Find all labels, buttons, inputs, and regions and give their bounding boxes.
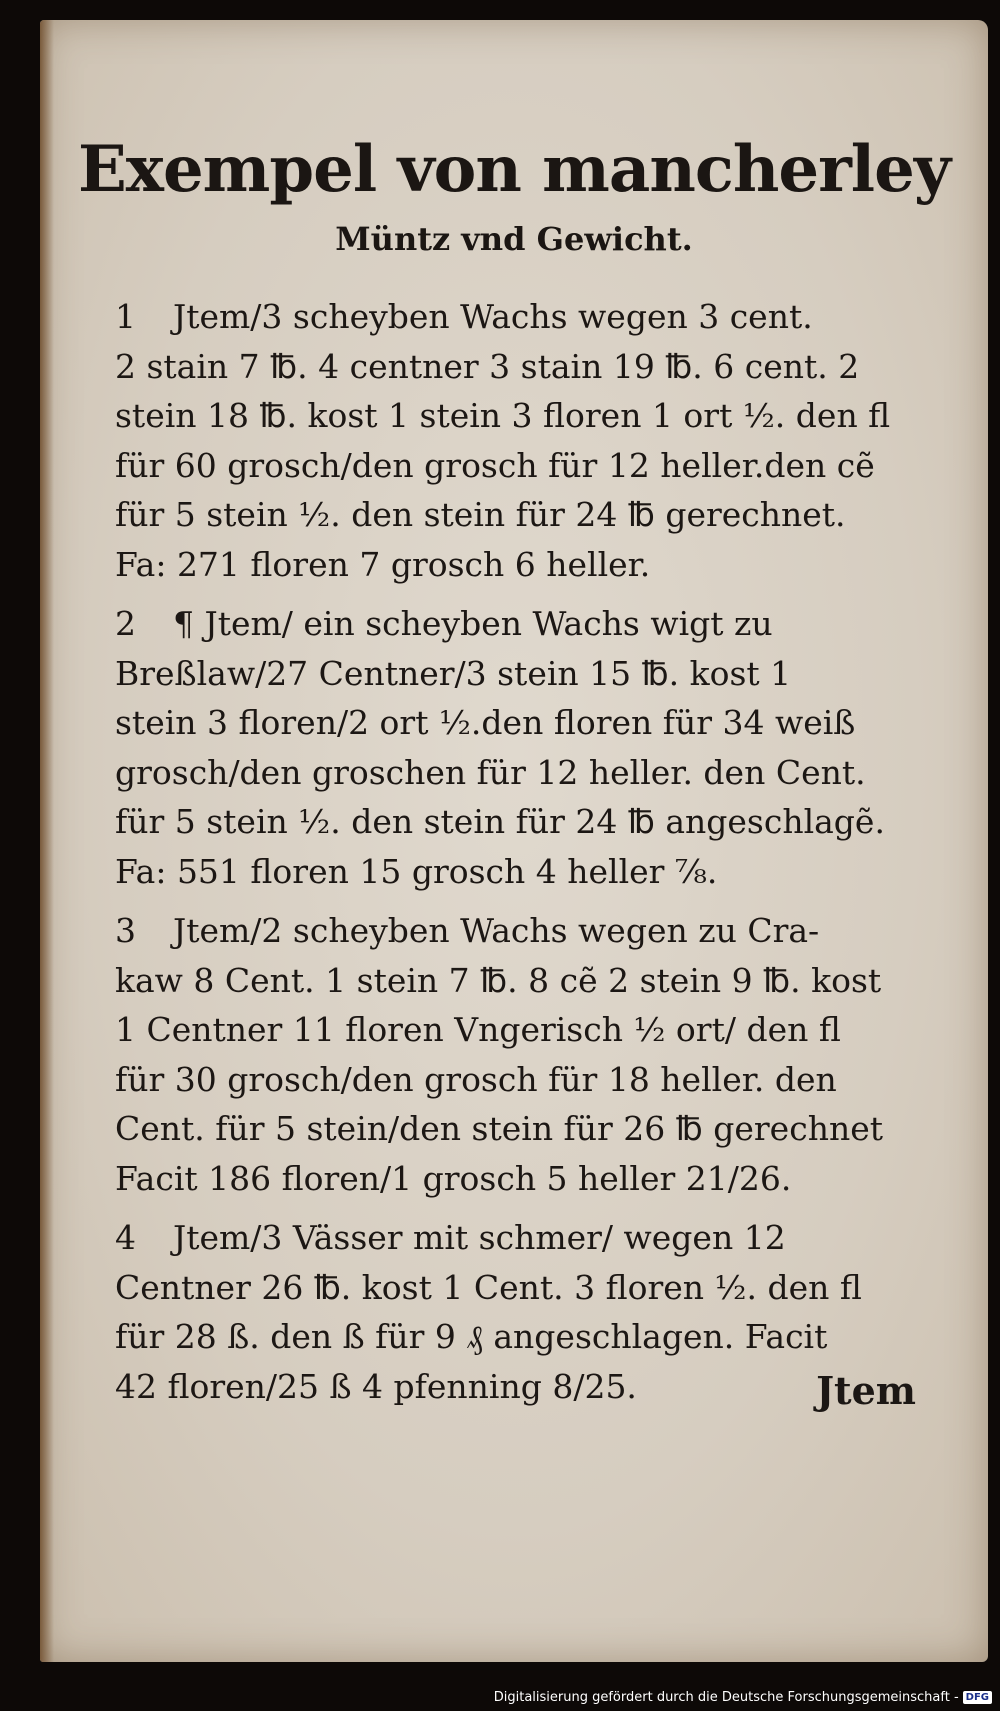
- text-line: Fa: 551 floren 15 grosch 4 heller ⅞.: [115, 851, 718, 891]
- text-line: [115, 1213, 957, 1263]
- entry-text: Jtem/3 scheyben Wachs wegen 3 cent.: [173, 297, 813, 336]
- credit-text: Digitalisierung gefördert durch die Deutsche Forschungsgemeinschaft -: [493, 1690, 959, 1705]
- text-line: für 5 stein ½. den stein für 24 ℔ angeschlagẽ.: [115, 802, 885, 841]
- entry-text: ¶ Jtem/ ein scheyben Wachs wigt zu: [173, 604, 773, 643]
- entry-text: Jtem/2 scheyben Wachs wegen zu Cra-: [173, 911, 820, 950]
- entry-3: [115, 906, 957, 1203]
- text-line: stein 18 ℔. kost 1 stein 3 floren 1 ort ½. den fl: [115, 396, 891, 435]
- entry-number: 2: [115, 604, 136, 643]
- text-line: für 60 grosch/den grosch für 12 heller.den cẽ: [115, 445, 875, 485]
- text-line: 1 Centner 11 floren Vngerisch ½ ort/ den fl: [115, 1010, 841, 1049]
- digitization-credit: [494, 1690, 992, 1705]
- text-line: stein 3 floren/2 ort ½.den floren für 34 weiß: [115, 703, 856, 742]
- text-line: [115, 599, 957, 649]
- text-line: für 30 grosch/den grosch für 18 heller. den: [115, 1059, 837, 1099]
- page-subtitle: Müntz vnd Gewicht.: [335, 220, 693, 258]
- text-line: [115, 292, 957, 342]
- text-line: Cent. für 5 stein/den stein für 26 ℔ gerechnet: [115, 1109, 883, 1148]
- text-line: Breßlaw/27 Centner/3 stein 15 ℔. kost 1: [115, 653, 792, 693]
- dfg-logo: DFG: [963, 1691, 992, 1704]
- text-line: Fa: 271 floren 7 grosch 6 heller.: [115, 544, 651, 584]
- text-line: [115, 906, 957, 956]
- text-line: für 28 ß. den ß für 9 ₰ angeschlagen. Facit: [115, 1317, 828, 1356]
- entry-number: 3: [115, 911, 136, 950]
- book-page: [40, 20, 988, 1662]
- text-line: für 5 stein ½. den stein für 24 ℔ gerechnet.: [115, 495, 846, 534]
- entry-number: 4: [115, 1218, 136, 1257]
- catchword: Jtem: [816, 1368, 916, 1413]
- text-line: kaw 8 Cent. 1 stein 7 ℔. 8 cẽ 2 stein 9 ℔. kost: [115, 960, 882, 1000]
- text-line: Facit 186 floren/1 grosch 5 heller 21/26.: [115, 1158, 792, 1198]
- entry-number: 1: [115, 297, 136, 336]
- text-line: Centner 26 ℔. kost 1 Cent. 3 floren ½. den fl: [115, 1267, 862, 1307]
- entry-1: [115, 292, 957, 589]
- page-title: Exempel von mancherley: [78, 132, 950, 207]
- entry-text: Jtem/3 Vässer mit schmer/ wegen 12: [173, 1218, 786, 1257]
- entry-2: [115, 599, 957, 896]
- page-body: [115, 292, 957, 1421]
- page-edge: [40, 20, 54, 1662]
- text-line: grosch/den groschen für 12 heller. den Cent.: [115, 752, 866, 792]
- text-line: 2 stain 7 ℔. 4 centner 3 stain 19 ℔. 6 cent. 2: [115, 346, 860, 386]
- text-line: 42 floren/25 ß 4 pfenning 8/25.: [115, 1366, 637, 1406]
